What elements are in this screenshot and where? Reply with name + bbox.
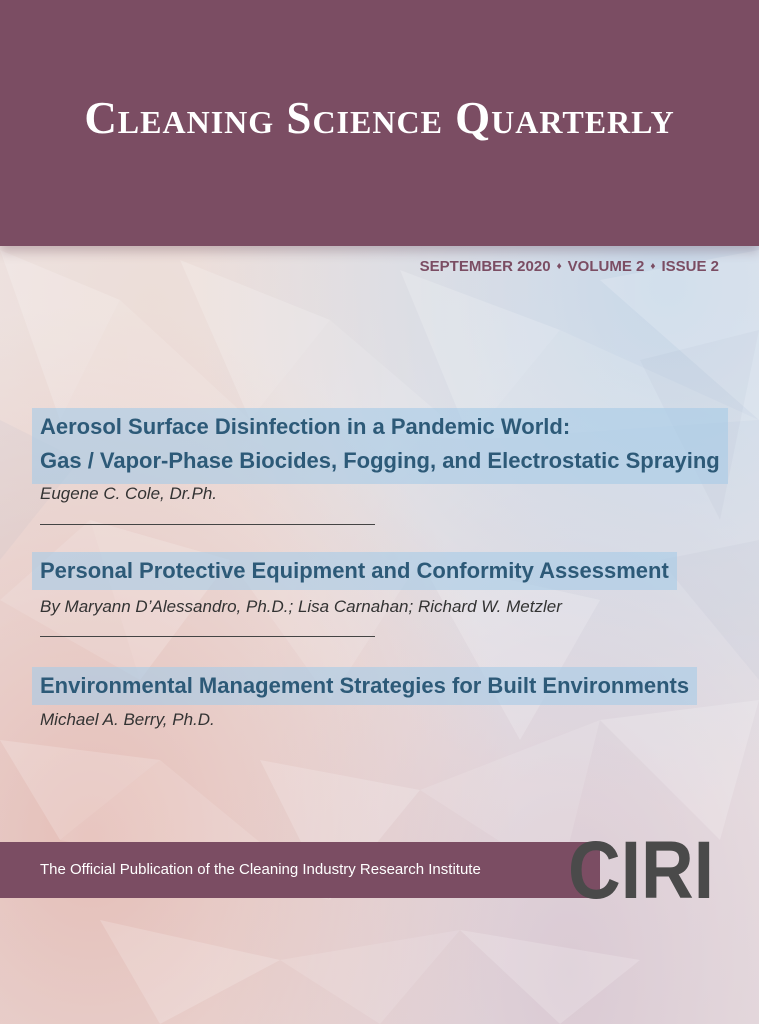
article-2-authors: By Maryann D’Alessandro, Ph.D.; Lisa Carnahan; Richard W. Metzler [40,597,562,616]
article-1-authors: Eugene C. Cole, Dr.Ph. [40,484,218,503]
issue-volume: VOLUME 2 [567,258,645,275]
footer-tagline: The Official Publication of the Cleaning Industry Research Institute [40,861,481,878]
article-1-title-line-2: Gas / Vapor-Phase Biocides, Fogging, and Electrostatic Spraying [40,448,720,473]
article-divider [40,636,375,637]
ciri-logo [566,828,716,906]
ciri-logo-text: CIRI [568,828,714,906]
article-1-title-line-1: Aerosol Surface Disinfection in a Pandemic World: [40,414,571,439]
issue-info [420,258,719,275]
journal-title: Cleaning Science Quarterly [84,93,675,143]
article-3-title-line-1: Environmental Management Strategies for Built Environments [40,673,690,698]
article-1-title[interactable] [32,408,728,484]
article-2-title-line-1: Personal Protective Equipment and Conformity Assessment [40,558,669,583]
masthead-band [0,0,759,246]
article-3-authors: Michael A. Berry, Ph.D. [40,710,215,729]
diamond-separator-icon: ♦ [556,261,562,272]
issue-date: SEPTEMBER 2020 [419,258,551,275]
article-divider [40,524,375,525]
issue-number: ISSUE 2 [661,258,719,275]
article-2-title[interactable] [32,552,677,590]
diamond-separator-icon: ♦ [650,261,656,272]
article-3-title[interactable] [32,667,697,705]
